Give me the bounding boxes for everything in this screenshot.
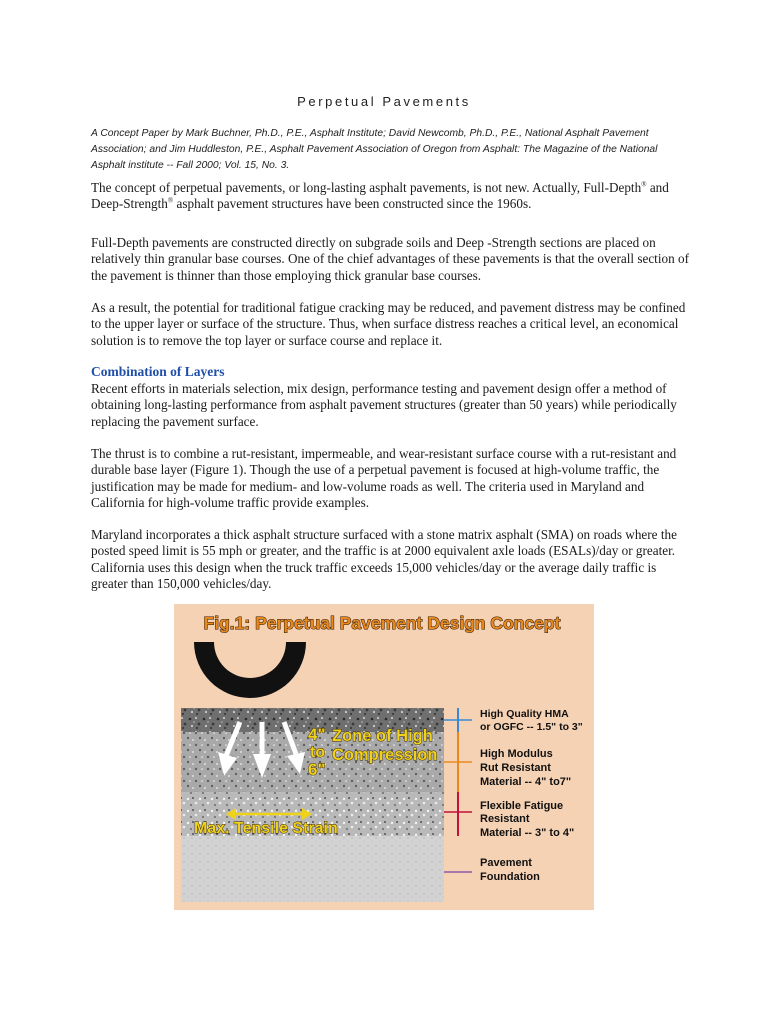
paragraph-intro-text-b: and Deep-Strength — [91, 180, 669, 212]
registered-mark-1: ® — [641, 180, 647, 189]
page-title: Perpetual Pavements — [297, 94, 471, 109]
paragraph-intro-text-c: asphalt pavement structures have been constructed since the 1960s. — [173, 196, 532, 212]
paragraph-full-depth: Full-Depth pavements are constructed directly on subgrade soils and Deep -Strength sections are placed on relatively thin granular base courses. One of the chief advantages of these pavements is that the overall section of the pavement is thinner than those employing thick granular base courses. — [91, 235, 689, 283]
layer2-line1: High Modulus — [480, 748, 553, 760]
section-heading: Combination of Layers — [91, 364, 225, 379]
layer2-line2: Rut Resistant — [480, 762, 551, 774]
registered-mark-2: ® — [167, 197, 174, 206]
layer4-line1: Pavement — [480, 857, 532, 869]
foundation-layer — [181, 836, 444, 902]
tensile-strain-label: Max. Tensile Strain — [194, 820, 338, 837]
paragraph-intro — [91, 180, 691, 213]
zone-label-line2: Compression — [332, 746, 438, 764]
paragraph-intro-text-a: The concept of perpetual pavements, or long-lasting asphalt pavements, is not new. Actually, Full-Depth — [91, 180, 642, 195]
layer1-line1: High Quality HMA — [480, 708, 569, 720]
figure-perpetual-pavement — [174, 604, 594, 910]
zone-depth-to: to — [310, 744, 326, 761]
zone-depth-bottom: 6" — [308, 760, 326, 779]
layer1-line2: or OGFC -- 1.5" to 3" — [480, 721, 583, 733]
zone-depth-top: 4" — [308, 725, 326, 744]
zone-label-line1: Zone of High — [332, 727, 433, 745]
paragraph-recent-efforts: Recent efforts in materials selection, mix design, performance testing and pavement design offer a method of obtaining long-lasting performance from asphalt pavement structures (greater than 50 years) while periodically replacing the pavement surface. — [91, 381, 677, 429]
paragraph-result: As a result, the potential for traditional fatigue cracking may be reduced, and pavement distress may be confined to the upper layer or surface of the structure. Thus, when surface distress reaches a critical level, an economical solution is to remove the top layer or surface course and replace it. — [91, 300, 686, 348]
layer3-line2: Resistant — [480, 813, 530, 825]
figure-title: Fig.1: Perpetual Pavement Design Concept — [203, 613, 561, 633]
paragraph-thrust: The thrust is to combine a rut-resistant, impermeable, and wear-resistant surface course with a rut-resistant and durable base layer (Figure 1). Though the use of a perpetual pavement is focused at high-volume traffic, the justification may be made for medium- and low-volume roads as well. The criteria used in Maryland and California for high-volume traffic provide examples. — [91, 446, 677, 511]
paragraph-maryland: Maryland incorporates a thick asphalt structure surfaced with a stone matrix asphalt (SMA) on roads where the posted speed limit is 55 mph or greater, and the traffic is at 2000 equivalent axle loads (ESALs)/day or greater. California uses this design when the truck traffic exceeds 15,000 vehicles/day or the average daily traffic is greater than 150,000 vehicles/day. — [91, 527, 677, 592]
layer2-line3: Material -- 4" to7" — [480, 776, 572, 788]
byline: A Concept Paper by Mark Buchner, Ph.D., P.E., Asphalt Institute; David Newcomb, Ph.D., P.E., National Asphalt Pavement Association; and Jim Huddleston, P.E., Asphalt Pavement Association of Oregon from Asphalt: The Magazine of the National Asphalt institute -- Fall 2000; Vol. 15, No. 3. — [91, 128, 658, 171]
layer3-line3: Material -- 3" to 4" — [480, 827, 575, 839]
layer4-line2: Foundation — [480, 871, 540, 883]
layer3-line1: Flexible Fatigue — [480, 800, 564, 812]
